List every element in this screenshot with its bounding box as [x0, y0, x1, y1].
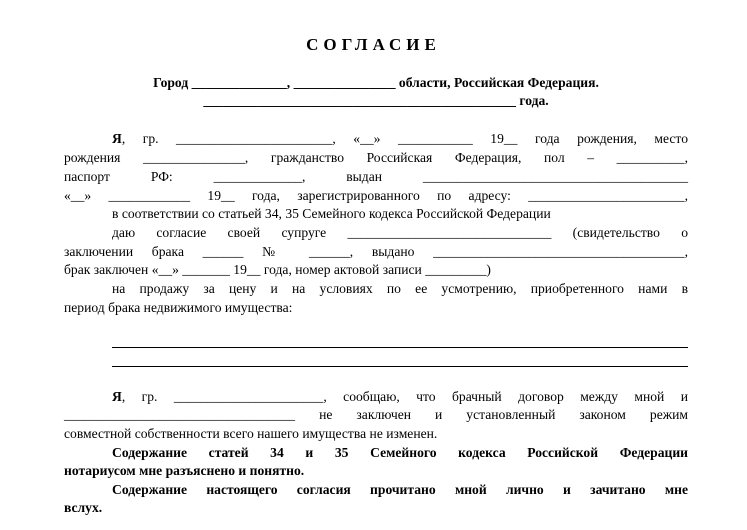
p1-line-3: паспорт РФ: _____________, выдан _______________________________________	[64, 169, 688, 184]
p1-line-6: даю согласие своей супруге ______________________________ (свидетельство о	[112, 225, 688, 240]
p1-lead: Я	[112, 131, 122, 146]
p1-line-7: заключении брака ______ № ______, выдано _____________________________________,	[64, 244, 688, 259]
p1-line-10: период брака недвижимого имущества:	[64, 300, 293, 315]
document-title: СОГЛАСИЕ	[306, 35, 441, 54]
header-date-line: ______________________________________________ года.	[203, 93, 549, 108]
p2-line-1-text: , гр. ______________________, сообщаю, что брачный договор между мной и	[121, 389, 688, 404]
property-blank-line-1	[112, 347, 688, 348]
p3-line-1: Содержание статей 34 и 35 Семейного кодекса Российской Федерации	[112, 445, 688, 460]
p2-line-3: совместной собственности всего нашего имущества не изменен.	[64, 426, 438, 441]
p2-lead: Я	[112, 389, 122, 404]
p1-line-5: в соответствии со статьей 34, 35 Семейного кодекса Российской Федерации	[112, 206, 551, 221]
header-city-line: Город ______________, _______________ области, Российская Федерация.	[153, 75, 599, 90]
p4-line-1: Содержание настоящего согласия прочитано мной лично и зачитано мне	[112, 482, 688, 497]
p1-line-4: «__» ____________ 19__ года, зарегистрированного по адресу: _______________________,	[64, 188, 688, 203]
p2-line-2: __________________________________ не заключен и установленный законом режим	[64, 407, 688, 422]
property-blank-line-2	[112, 366, 688, 367]
p2-line-1	[112, 388, 688, 406]
p4-line-2: вслух.	[64, 500, 103, 515]
p1-line-1-text: , гр. _______________________, «__» ___________ 19__ года рождения, место	[121, 131, 688, 146]
p1-line-2: рождения _______________, гражданство Российская Федерация, пол – __________,	[64, 150, 688, 165]
p3-line-2: нотариусом мне разъяснено и понятно.	[64, 463, 305, 478]
p1-line-9: на продажу за цену и на условиях по ее усмотрению, приобретенного нами в	[112, 281, 688, 296]
p1-line-8: брак заключен «__» _______ 19__ года, номер актовой записи _________)	[64, 262, 491, 277]
p1-line-1	[112, 130, 688, 148]
